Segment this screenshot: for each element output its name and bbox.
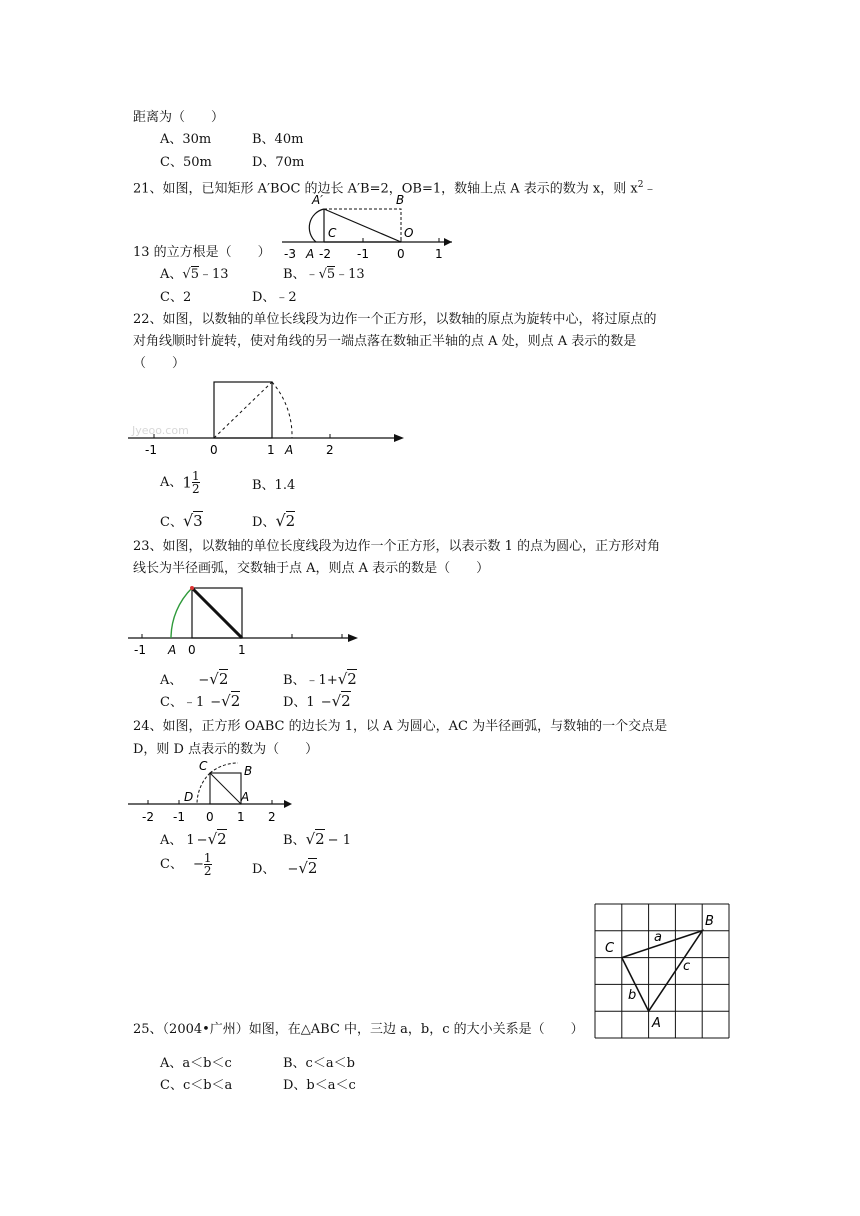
q22-option-b: B、1.4: [252, 478, 296, 493]
q22-stem-line1: 22、如图，以数轴的单位长线段为边作一个正方形，以数轴的原点为旋转中心，将过原点的: [133, 312, 657, 327]
q24-label-b: B: [244, 764, 253, 778]
q21-label-a-prime: A′: [312, 193, 323, 207]
q21-minus: ﹣: [643, 181, 657, 197]
q24-stem-line1: 24、如图，正方形 OABC 的边长为 1，以 A 为圆心，AC 为半径画弧，与数轴的一个交点是: [133, 719, 668, 734]
q20-option-a: A、30m: [160, 132, 212, 147]
q23-tick-m1: -1: [134, 643, 146, 657]
q23-label-a: A: [168, 643, 177, 657]
q25-label-b: B: [705, 914, 714, 929]
q21-tick-m1: -1: [357, 247, 369, 261]
q21-label-c: C: [328, 226, 337, 240]
q24-tick-m1: -1: [173, 810, 185, 824]
q24-option-b: B、√2 − 1: [283, 830, 351, 848]
q24-label-a: A: [241, 790, 250, 804]
q21-option-d: D、﹣2: [252, 290, 297, 305]
q21-figure: [282, 192, 462, 262]
q21-stem-line2: 13 的立方根是（ ）: [133, 245, 271, 260]
q25-label-side-c: c: [683, 959, 691, 974]
q21-label-o: O: [404, 226, 414, 240]
q21-tick-0: 0: [397, 247, 405, 261]
q25-grid-figure: [594, 903, 732, 1039]
q25-label-c: C: [605, 941, 615, 956]
q23-option-b: B、﹣1+√2: [283, 670, 357, 688]
q21-label-b: B: [396, 193, 405, 207]
q23-tick-1: 1: [238, 643, 246, 657]
q24-label-c: C: [199, 759, 208, 773]
q21-option-a: A、√5﹣13: [160, 267, 229, 282]
q24-tick-0: 0: [206, 810, 214, 824]
q23-option-a: A、 −√2: [160, 670, 229, 688]
q25-stem: 25、（2004•广州）如图，在△ABC 中，三边 a，b，c 的大小关系是（ ）: [133, 1022, 584, 1037]
q20-option-d: D、70m: [252, 155, 305, 170]
q22-option-c: C、√3: [160, 511, 203, 530]
q24-label-d: D: [184, 790, 194, 804]
q21-exponent: 2: [637, 180, 644, 190]
q20-option-c: C、50m: [160, 155, 212, 170]
q24-tick-1: 1: [237, 810, 245, 824]
q20-option-b: B、40m: [252, 132, 304, 147]
q21-option-c: C、2: [160, 290, 192, 305]
q22-tick-1: 1: [267, 443, 275, 457]
q24-tick-2: 2: [268, 810, 276, 824]
q22-tick-0: 0: [210, 443, 218, 457]
q24-option-d: D、 −√2: [252, 859, 318, 877]
q21-tick-m3: -3: [284, 247, 296, 261]
q23-stem-line2: 线长为半径画弧，交数轴于点 A，则点 A 表示的数是（ ）: [133, 561, 490, 576]
q22-option-d: D、√2: [252, 511, 296, 530]
q24-tick-m2: -2: [142, 810, 154, 824]
q24-figure: [128, 757, 298, 827]
q21-tick-1: 1: [435, 247, 443, 261]
q25-label-side-a: a: [654, 930, 662, 945]
q21-option-b: B、﹣√5﹣13: [283, 267, 365, 282]
q25-option-b: B、c＜a＜b: [283, 1056, 355, 1071]
q25-option-c: C、c＜b＜a: [160, 1078, 233, 1093]
q23-option-d: D、1 −√2: [283, 692, 351, 710]
q23-tick-0: 0: [188, 643, 196, 657]
q22-tick-m1: -1: [145, 443, 157, 457]
q21-tick-m2: -2: [319, 247, 331, 261]
q23-option-c: C、﹣1 −√2: [160, 692, 241, 710]
q20-stem-tail: 距离为（ ）: [133, 110, 225, 125]
q21-stem-text: 21、如图，已知矩形 A′BOC 的边长 A′B=2，OB=1，数轴上点 A 表示的数为 x，则 x: [133, 181, 638, 197]
q22-tick-2: 2: [326, 443, 334, 457]
q25-option-a: A、a＜b＜c: [160, 1056, 232, 1071]
q24-option-c: C、 − $\frac{1}{2}$: [160, 851, 212, 878]
q24-option-a: A、 1 −√2: [160, 830, 227, 848]
q23-stem-line1: 23、如图，以数轴的单位长度线段为边作一个正方形，以表示数 1 的点为圆心，正方形对角: [133, 539, 661, 554]
q22-figure: [128, 378, 413, 460]
q22-watermark: Jyeoo.com: [132, 424, 189, 437]
q23-figure: [128, 584, 363, 660]
q22-label-a: A: [285, 443, 294, 457]
q22-stem-line2: 对角线顺时针旋转，使对角线的另一端点落在数轴正半轴的点 A 处，则点 A 表示的数是: [133, 334, 637, 349]
q22-option-a: A、1 $\frac{1}{2}$: [160, 469, 200, 496]
q21-label-a: A: [306, 247, 315, 261]
q25-label-side-b: b: [628, 988, 637, 1003]
q22-stem-line3: （ ）: [133, 356, 186, 371]
q25-option-d: D、b＜a＜c: [283, 1078, 356, 1093]
q25-label-a: A: [652, 1016, 661, 1031]
q24-stem-line2: D，则 D 点表示的数为（ ）: [133, 742, 319, 757]
